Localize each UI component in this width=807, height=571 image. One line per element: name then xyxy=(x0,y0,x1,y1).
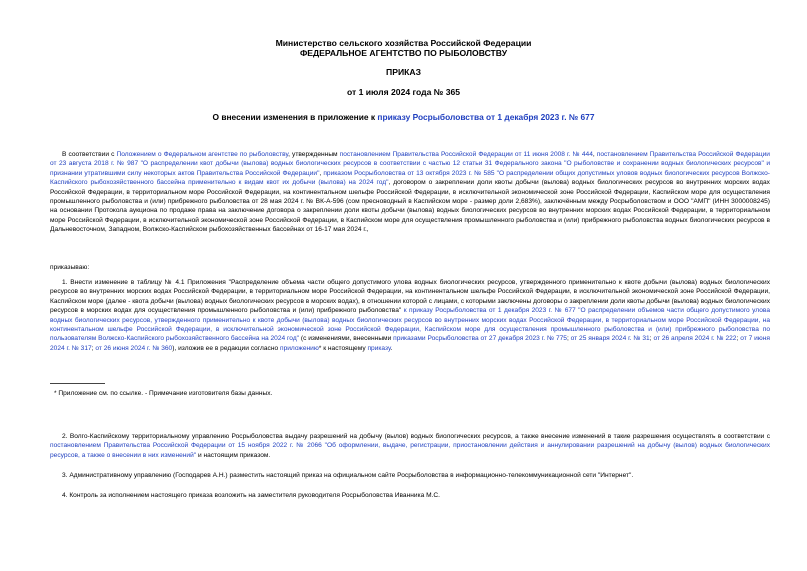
order-360-link[interactable]: от 26 июня 2024 г. № 360 xyxy=(95,344,173,352)
ministry-name: Министерство сельского хозяйства Российской Федерации xyxy=(275,38,532,48)
item-2-text-1: 2. Волго-Каспийскому территориальному управлению Росрыболовства выдачу разрешений на добычу (вылов) водных биологических ресурсов, а также внесение изменений в такие разрешения осуществлять в соответствии с xyxy=(62,433,770,440)
item-1-paragraph xyxy=(50,278,770,353)
item-1-text-7: ), изложив ее в редакции согласно xyxy=(172,344,280,352)
order-222-link[interactable]: от 26 апреля 2024 г. № 222 xyxy=(653,335,737,343)
preamble-text-4: , xyxy=(319,169,324,177)
order-677-link[interactable]: к приказу Росрыболовства от 1 декабря 2023 г. № 677 "О распределении объемов части общего допустимого улова водных биологических ресурсов, утвержденного применительно к квоте добычи (вылова) водных биологических ресурсов во внутренних морских водах Российской Федерации, в территориальном море Российской Федерации, на континентальном шельфе Российской Федерации, в исключительной экономической зоне Российской Федерации, Каспийском море для осуществления промышленного рыболовства и (или) прибрежного рыболовства по пользователям Волжско-Каспийского рыбохозяйственного бассейна на 2024 год" xyxy=(50,307,770,343)
footnote: * Приложение см. по ссылке. - Примечание изготовителя базы данных. xyxy=(54,390,273,397)
item-1-text-2: (с изменениями, внесенными xyxy=(299,335,394,343)
title-text: О внесении изменения в приложение к xyxy=(212,112,378,122)
order-317-link[interactable]: от 7 июня 2024 г. № 317 xyxy=(50,335,770,352)
order-link[interactable]: приказу xyxy=(367,344,391,352)
document-type: ПРИКАЗ xyxy=(386,67,421,77)
prikazyvayu: приказываю: xyxy=(50,264,90,271)
resolution-987-link[interactable]: постановлением Правительства Российской Федерации от 23 августа 2018 г. № 987 "О распределении квот добычи (вылова) водных биологических ресурсов в соответствии с частью 12 статьи 31 Федерального закона "О рыболовстве и сохранении водных биологических ресурсов" и признании утратившими силу некоторых актов Правительства Российской Федерации" xyxy=(50,151,770,177)
footnote-divider xyxy=(50,383,105,384)
preamble-text-3: , xyxy=(592,151,597,158)
item-1-text-9: . xyxy=(390,344,393,352)
item-2-text-2: и настоящим приказом. xyxy=(196,451,271,459)
item-1-text-6: ; xyxy=(91,344,96,352)
order-775-link[interactable]: приказами Росрыболовства от 27 декабря 2023 г. № 775 xyxy=(393,335,567,343)
agency-name: ФЕДЕРАЛЬНОЕ АГЕНТСТВО ПО РЫБОЛОВСТВУ xyxy=(299,48,508,58)
appendix-link[interactable]: приложению xyxy=(280,344,319,352)
title-order-link[interactable]: приказу Росрыболовства от 1 декабря 2023 г. № 677 xyxy=(377,112,595,122)
regulation-link[interactable]: Положением о Федеральном агентстве по рыболовству xyxy=(116,151,289,158)
order-585-link[interactable]: приказом Росрыболовства от 13 октября 2023 г. № 585 "О распределении общих допустимых уловов водных биологических ресурсов Волжско-Каспийского рыбохозяйственного бассейна применительно к видам квот их добычи (вылова) на 2024 год" xyxy=(50,169,770,187)
preamble-text-5: , договором о закреплении доли квоты добычи (вылова) водных биологических ресурсов во внутренних морских водах Российской Федерации, в территориальном море Российской Федерации, на континентальном шельфе Российской Федерации, в исключительной экономической зоне Российской Федерации, Каспийском море для осуществления промышленного рыболовства и (или) прибрежного рыболовства от 28 мая 2024 г. № ВК-А-596 (сом пресноводный в Каспийском море - размер доли 2,683%), заключённым между Росрыболовством и ООО "АМП" (ИНН 3000008245) на основании Протокола аукциона по продаже права на заключение договора о закреплении доли квоты добычи (вылова) водных биологических ресурсов во внутренних морских водах Российской Федерации, в территориальном море Российской Федерации, в исключительной экономической зоне Российской Федерации, в Каспийском море для осуществления промышленного рыболовства и (или) прибрежного рыболовства водных биологических ресурсов в Дальневосточном, Западном, Волжско-Каспийском рыбохозяйственных бассейнах от 16-17 мая 2024 г., xyxy=(50,179,770,234)
preamble-text-1: В соответствии с xyxy=(62,151,117,158)
item-1-text-8: * к настоящему xyxy=(318,344,368,352)
document-date: от 1 июля 2024 года № 365 xyxy=(346,87,461,97)
item-1-text-3: ; xyxy=(566,335,571,343)
preamble-text-2: , утвержденным xyxy=(288,151,340,158)
item-1-text-5: ; xyxy=(736,335,741,343)
item-1-text-4: ; xyxy=(649,335,654,343)
resolution-444-link[interactable]: постановлением Правительства Российской Федерации от 11 июня 2008 г. № 444 xyxy=(339,151,593,158)
resolution-2066-link[interactable]: постановлением Правительства Российской Федерации от 15 ноября 2022 г. № 2066 "Об оформлении, выдаче, регистрации, приостановлении действия и аннулировании разрешений на добычу (вылов) водных биологических ресурсов, а также о внесении в них изменений" xyxy=(50,442,770,459)
item-2-paragraph xyxy=(50,432,770,460)
document-title xyxy=(0,112,807,122)
preamble-paragraph xyxy=(50,150,770,235)
order-31-link[interactable]: от 25 января 2024 г. № 31 xyxy=(570,335,650,343)
item-1-text-1: 1. Внести изменение в таблицу № 4.1 Приложения "Распределение объема части общего допустимого улова водных биологических ресурсов, утвержденного применительно к квоте добычи (вылова) водных биологических ресурсов во внутренних морских водах Российской Федерации, в территориальном море Российской Федерации, на континентальном шельфе Российской Федерации, в исключительной экономической зоне Российской Федерации, Каспийском море (далее - квота добычи (вылова) водных биологических ресурсов в морских водах), в отношении которой с лицами, с которыми заключены договоры о закреплении доли квоты добычи (вылова) водных биологических ресурсов в морских водах для осуществления промышленного рыболовства и (или) прибрежного рыболовства" xyxy=(50,279,770,315)
item-4-paragraph: 4. Контроль за исполнением настоящего приказа возложить на заместителя руководителя Росрыболовства Иванника М.С. xyxy=(62,492,441,499)
item-3-paragraph: 3. Административному управлению (Господарев А.Н.) разместить настоящий приказ на официальном сайте Росрыболовства в информационно-телекоммуникационной сети "Интернет". xyxy=(62,472,634,479)
